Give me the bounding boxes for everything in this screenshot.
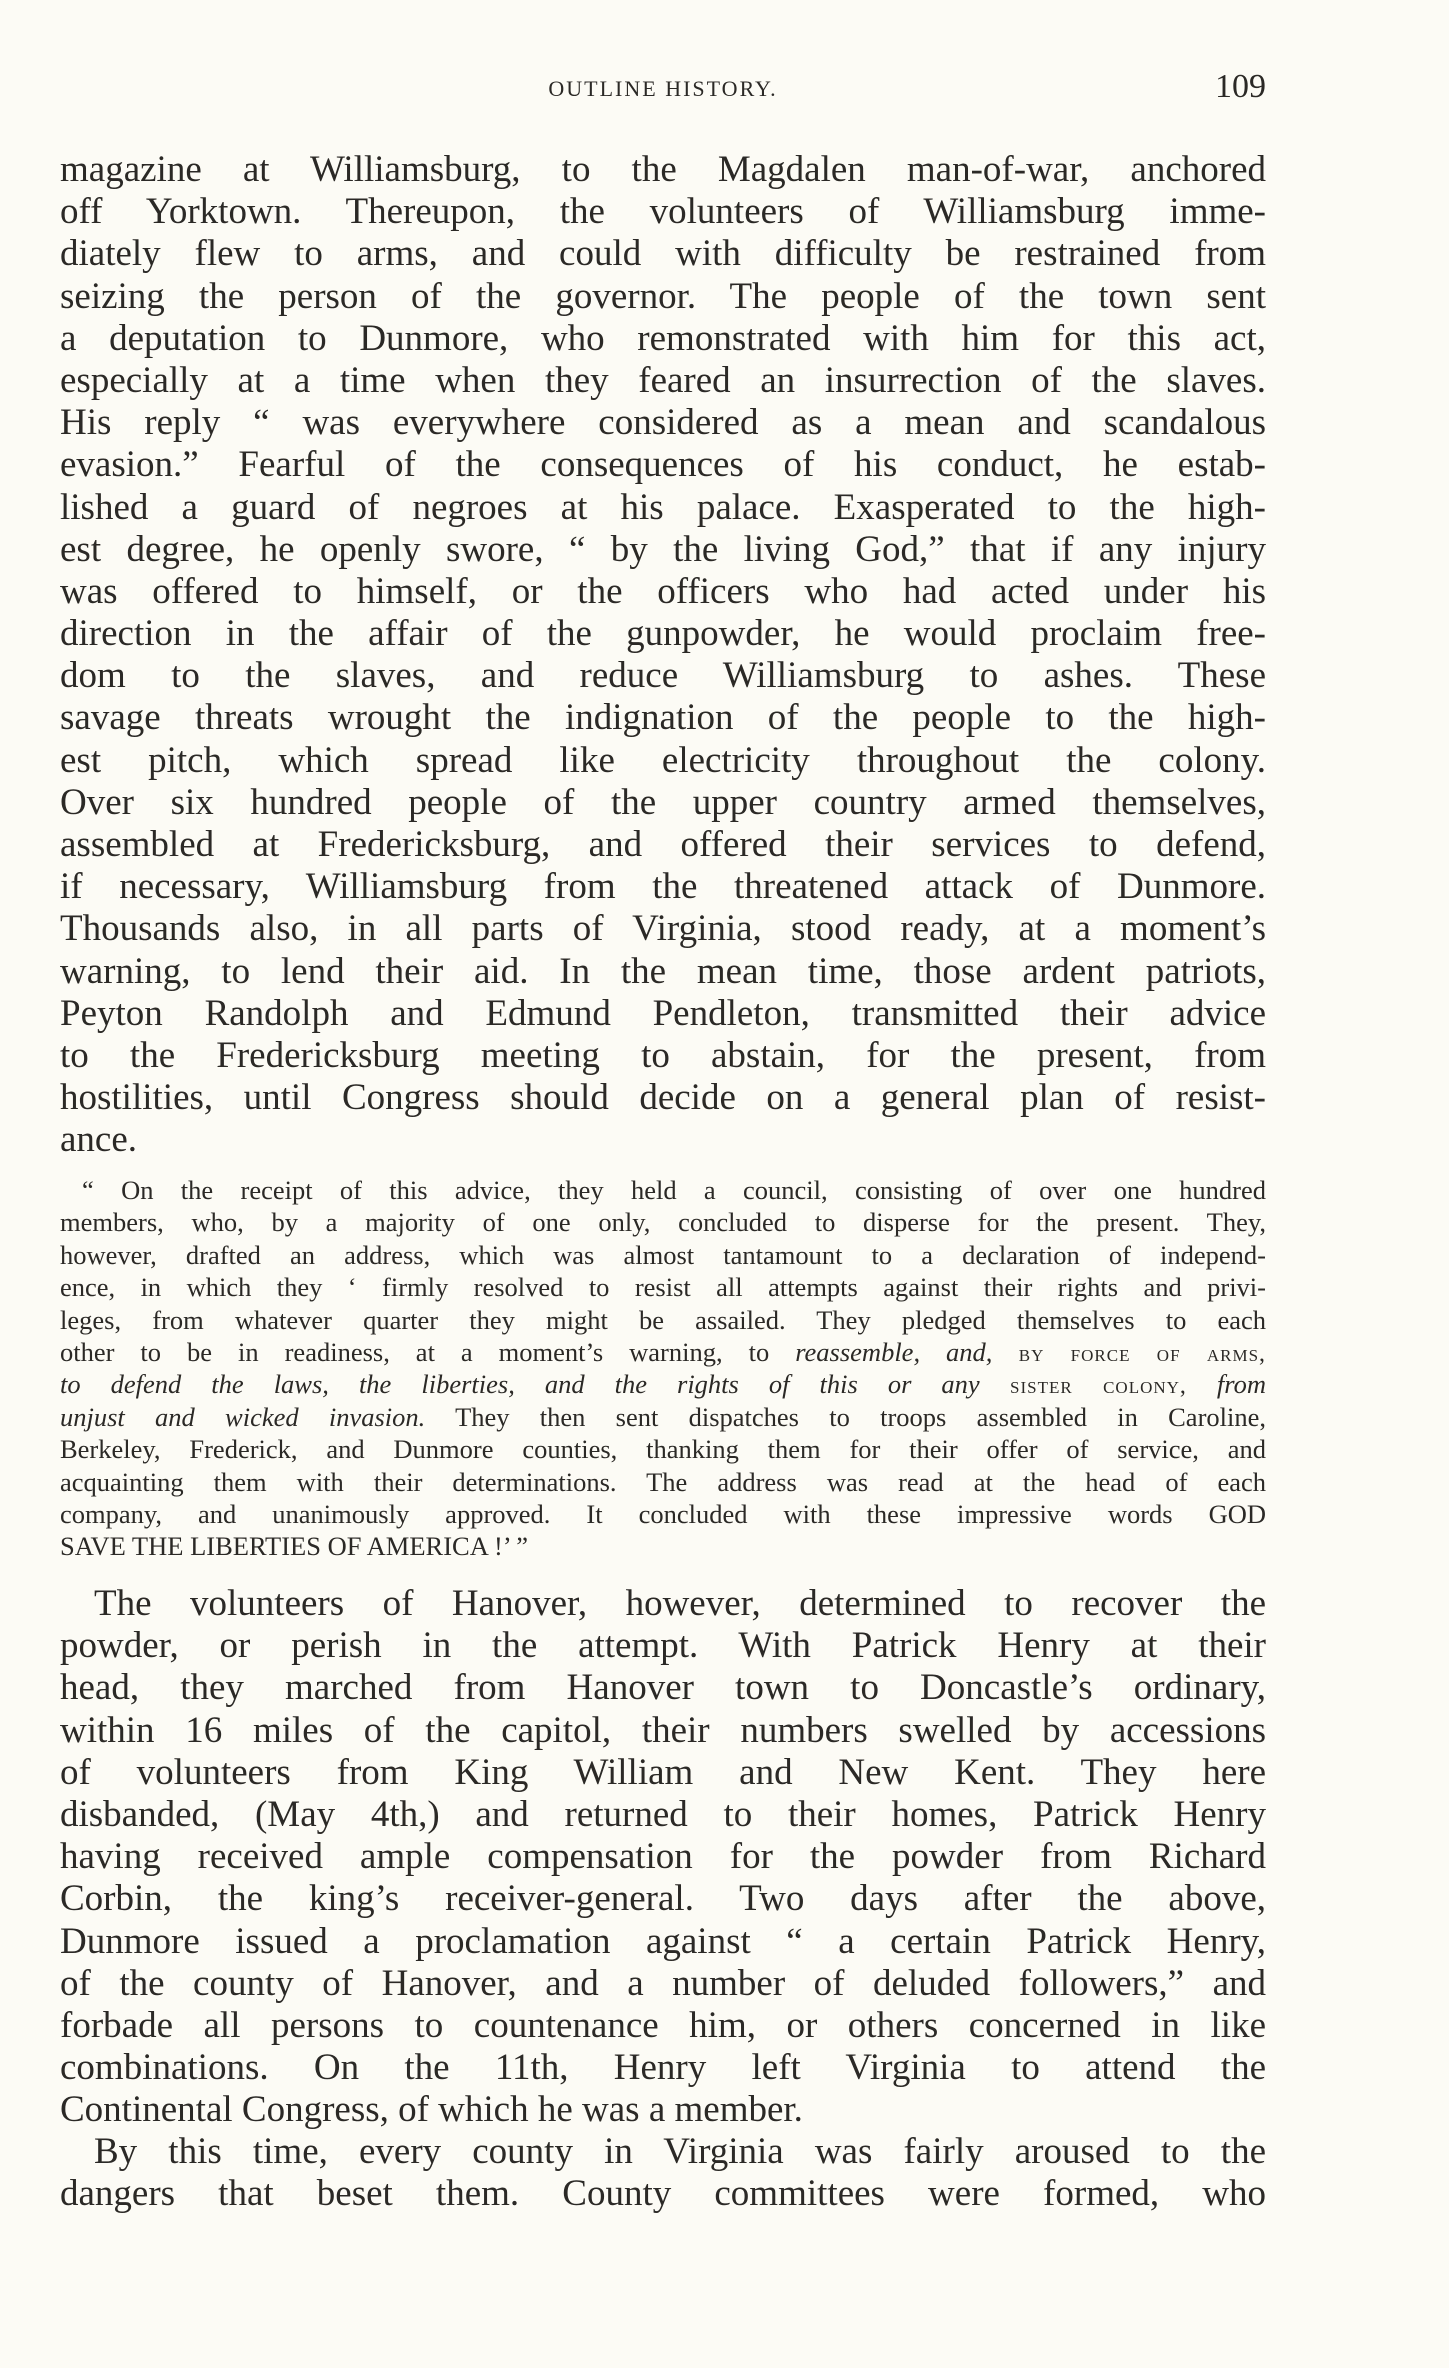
- text-line: warning, to lend their aid. In the mean time, those ardent patriots,: [60, 950, 1266, 992]
- text-line: a deputation to Dunmore, who remonstrated with him for this act,: [60, 317, 1266, 359]
- text-line: having received ample compensation for the powder from Richard: [60, 1836, 1266, 1878]
- quote-line: [60, 1239, 1266, 1271]
- text-line: Dunmore issued a proclamation against “ a certain Patrick Henry,: [60, 1920, 1266, 1962]
- text-line: was offered to himself, or the officers who had acted under his: [60, 570, 1266, 612]
- text-line: off Yorktown. Thereupon, the volunteers of Williamsburg imme-: [60, 191, 1266, 233]
- text-line: savage threats wrought the indignation of the people to the high-: [60, 697, 1266, 739]
- quote-text: ence, in which they ‘ firmly resolved to resist all attempts against their rights and privi-: [60, 1272, 1266, 1303]
- quote-text: leges, from whatever quarter they might be assailed. They pledged themselves to each: [60, 1304, 1266, 1335]
- text-line: evasion.” Fearful of the consequences of his conduct, he estab-: [60, 444, 1266, 486]
- text-line: magazine at Williamsburg, to the Magdalen man-of-war, anchored: [60, 149, 1266, 190]
- text-line: Thousands also, in all parts of Virginia, stood ready, at a moment’s: [60, 908, 1266, 950]
- text-line: diately flew to arms, and could with difficulty be restrained from: [60, 233, 1266, 275]
- quote-text: to defend the laws, the liberties, and the rights of this or any: [60, 1369, 980, 1400]
- quote-line: [60, 1433, 1266, 1465]
- text-line: of volunteers from King William and New Kent. They here: [60, 1751, 1266, 1793]
- quote-line: [60, 1271, 1266, 1303]
- block-quote: [60, 1174, 1266, 1563]
- quote-text: acquainting them with their determinations. The address was read at the head of each: [60, 1466, 1266, 1497]
- quote-line: [60, 1336, 1266, 1368]
- running-header: [60, 70, 1266, 106]
- paragraph-2: [60, 1583, 1266, 2131]
- quote-text: reassemble, and,: [795, 1336, 993, 1367]
- text-line: forbade all persons to countenance him, or others concerned in like: [60, 2004, 1266, 2046]
- text-line: within 16 miles of the capitol, their numbers swelled by accessions: [60, 1709, 1266, 1751]
- text-line: assembled at Fredericksburg, and offered their services to defend,: [60, 824, 1266, 865]
- text-line: direction in the affair of the gunpowder, he would proclaim free-: [60, 613, 1266, 655]
- text-line: The volunteers of Hanover, however, determined to recover the: [94, 1583, 1266, 1624]
- paragraph-3: [60, 2131, 1266, 2215]
- paragraph-1: [60, 149, 1266, 1162]
- quote-line: [60, 1206, 1266, 1238]
- quote-line: [60, 1466, 1266, 1498]
- quote-text: They then sent dispatches to troops assembled in Caroline,: [425, 1401, 1267, 1432]
- text-line: Over six hundred people of the upper country armed themselves,: [60, 781, 1266, 823]
- quote-line: [60, 1530, 1266, 1562]
- quote-text: however, drafted an address, which was almost tantamount to a declaration of independ-: [60, 1239, 1266, 1270]
- text-line: seizing the person of the governor. The people of the town sent: [60, 275, 1266, 317]
- quote-line: [60, 1304, 1266, 1336]
- running-title: OUTLINE HISTORY.: [548, 76, 778, 101]
- text-line: hostilities, until Congress should decide on a general plan of resist-: [60, 1077, 1266, 1119]
- quote-text: by force of arms,: [992, 1340, 1266, 1367]
- text-line: est pitch, which spread like electricity throughout the colony.: [60, 739, 1266, 781]
- text-line: of the county of Hanover, and a number of deluded followers,” and: [60, 1962, 1266, 2004]
- text-line: to the Fredericksburg meeting to abstain, for the present, from: [60, 1034, 1266, 1076]
- text-line: disbanded, (May 4th,) and returned to their homes, Patrick Henry: [60, 1793, 1266, 1835]
- quote-text: other to be in readiness, at a moment’s warning, to: [60, 1336, 796, 1367]
- quote-text: SAVE THE LIBERTIES OF AMERICA !’ ”: [60, 1531, 529, 1562]
- text-line: dangers that beset them. County committees were formed, who: [60, 2173, 1266, 2215]
- text-line: Continental Congress, of which he was a member.: [60, 2089, 803, 2131]
- quote-line: [60, 1401, 1266, 1433]
- text-line: dom to the slaves, and reduce Williamsburg to ashes. These: [60, 655, 1266, 697]
- text-line: ance.: [60, 1119, 138, 1161]
- quote-text: “ On the receipt of this advice, they held a council, consisting of over one hundred: [82, 1175, 1266, 1205]
- page-number: 109: [1215, 68, 1266, 105]
- text-line: lished a guard of negroes at his palace. Exasperated to the high-: [60, 486, 1266, 528]
- quote-text: company, and unanimously approved. It concluded with these impressive words GOD: [60, 1498, 1266, 1529]
- text-line: head, they marched from Hanover town to Doncastle’s ordinary,: [60, 1667, 1266, 1709]
- quote-text: from: [1186, 1369, 1266, 1400]
- quote-text: unjust and wicked invasion.: [60, 1401, 426, 1432]
- quote-text: members, who, by a majority of one only, concluded to disperse for the present. They,: [60, 1207, 1266, 1238]
- quote-text: sister colony,: [979, 1373, 1187, 1400]
- text-line: combinations. On the 11th, Henry left Virginia to attend the: [60, 2047, 1266, 2089]
- text-line: powder, or perish in the attempt. With Patrick Henry at their: [60, 1625, 1266, 1667]
- text-line: Corbin, the king’s receiver-general. Two days after the above,: [60, 1878, 1266, 1920]
- text-line: est degree, he openly swore, “ by the living God,” that if any injury: [60, 528, 1266, 570]
- quote-line: [60, 1498, 1266, 1530]
- quote-text: Berkeley, Frederick, and Dunmore counties, thanking them for their offer of service, and: [60, 1434, 1266, 1465]
- text-line: if necessary, Williamsburg from the threatened attack of Dunmore.: [60, 866, 1266, 908]
- text-line: His reply “ was everywhere considered as a mean and scandalous: [60, 402, 1266, 444]
- quote-line: [60, 1174, 1266, 1206]
- text-line: By this time, every county in Virginia was fairly aroused to the: [94, 2131, 1266, 2172]
- text-line: especially at a time when they feared an insurrection of the slaves.: [60, 359, 1266, 401]
- text-line: Peyton Randolph and Edmund Pendleton, transmitted their advice: [60, 992, 1266, 1034]
- quote-line: [60, 1368, 1266, 1400]
